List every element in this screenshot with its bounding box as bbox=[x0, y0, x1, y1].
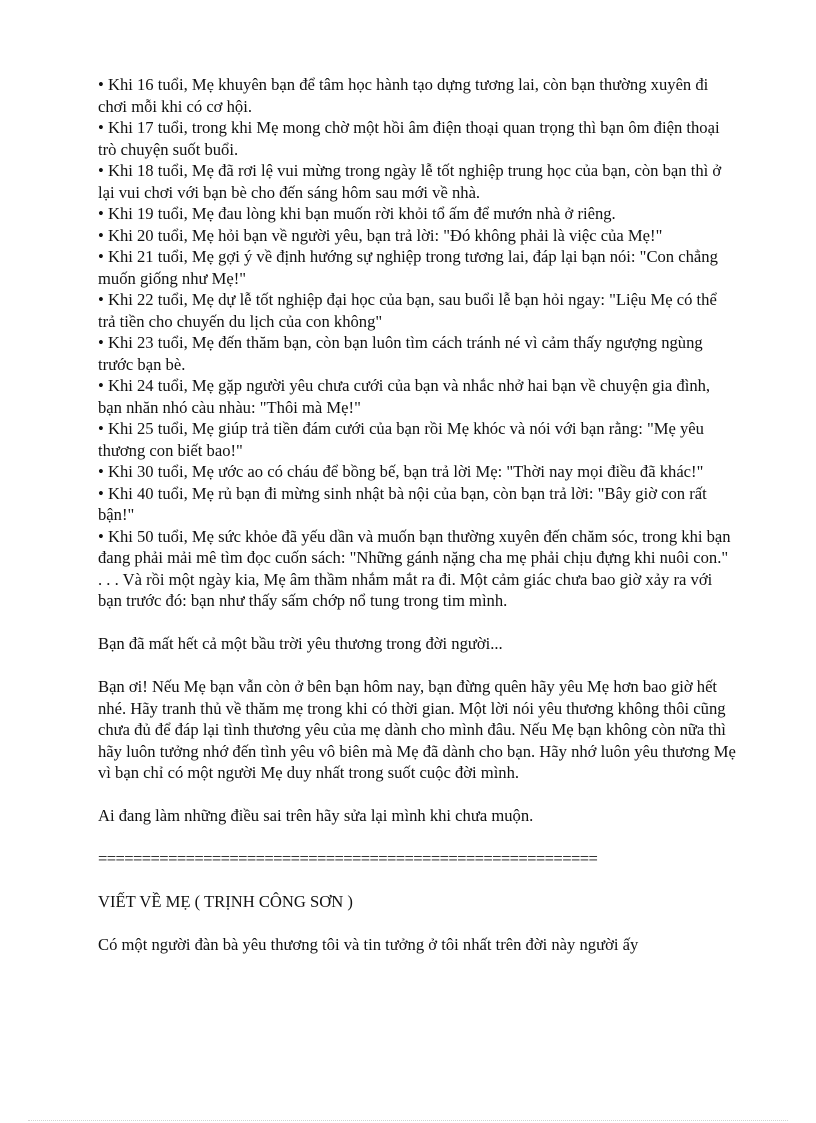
spacer bbox=[98, 827, 738, 849]
paragraph-ending: . . . Và rồi một ngày kia, Mẹ âm thầm nhắm mắt ra đi. Một cảm giác chưa bao giờ xảy ra với bạn trước đó: bạn như thấy sấm chớp nổ tung trong tim mình. bbox=[98, 569, 713, 610]
spacer bbox=[98, 784, 738, 806]
section-title: VIẾT VỀ MẸ ( TRỊNH CÔNG SƠN ) bbox=[98, 892, 353, 911]
bullet-age-24: • Khi 24 tuổi, Mẹ gặp người yêu chưa cưới của bạn và nhắc nhở hai bạn về chuyện gia đình, bạn nhăn nhó càu nhàu: "Thôi mà Mẹ!" bbox=[98, 375, 738, 418]
paragraph-advice: Bạn ơi! Nếu Mẹ bạn vẫn còn ở bên bạn hôm nay, bạn đừng quên hãy yêu Mẹ hơn bao giờ hết nhé. Hãy tranh thủ về thăm mẹ trong khi có thời gian. Một lời nói yêu thương không thôi cũng chưa đủ để đáp lại tình thương yêu của mẹ dành cho mình đâu. Nếu Mẹ bạn không còn nữa thì hãy luôn tưởng nhớ đến tình yêu vô biên mà Mẹ đã dành cho bạn. Hãy nhớ luôn yêu thương Mẹ vì bạn chỉ có một người Mẹ duy nhất trong suốt cuộc đời mình. bbox=[98, 677, 736, 782]
page-bottom-border bbox=[28, 1120, 788, 1121]
bullet-age-19: • Khi 19 tuổi, Mẹ đau lòng khi bạn muốn rời khỏi tổ ấm để mướn nhà ở riêng. bbox=[98, 203, 738, 225]
spacer bbox=[98, 870, 738, 892]
paragraph-lost: Bạn đã mất hết cả một bầu trời yêu thương trong đời người... bbox=[98, 634, 503, 653]
bullet-age-25: • Khi 25 tuổi, Mẹ giúp trả tiền đám cưới của bạn rồi Mẹ khóc và nói với bạn rằng: "Mẹ yêu thương con biết bao!" bbox=[98, 418, 738, 461]
bullet-age-30: • Khi 30 tuổi, Mẹ ước ao có cháu để bồng bế, bạn trả lời Mẹ: "Thời nay mọi điều đã khác!" bbox=[98, 461, 738, 483]
bullet-age-20: • Khi 20 tuổi, Mẹ hỏi bạn về người yêu, bạn trả lời: "Đó không phải là việc của Mẹ!" bbox=[98, 225, 738, 247]
bullet-age-21: • Khi 21 tuổi, Mẹ gợi ý về định hướng sự nghiệp trong tương lai, đáp lại bạn nói: "Con chẳng muốn giống như Mẹ!" bbox=[98, 246, 738, 289]
bullet-age-50: • Khi 50 tuổi, Mẹ sức khỏe đã yếu dần và muốn bạn thường xuyên đến chăm sóc, trong khi bạn đang phải mải mê tìm đọc cuốn sách: "Những gánh nặng cha mẹ phải chịu đựng khi nuôi con." bbox=[98, 526, 738, 569]
spacer bbox=[98, 913, 738, 935]
bullet-age-16: • Khi 16 tuổi, Mẹ khuyên bạn để tâm học hành tạo dựng tương lai, còn bạn thường xuyên đi chơi mỗi khi có cơ hội. bbox=[98, 74, 738, 117]
paragraph-last: Có một người đàn bà yêu thương tôi và tin tưởng ở tôi nhất trên đời này người ấy bbox=[98, 935, 639, 954]
bullet-age-17: • Khi 17 tuổi, trong khi Mẹ mong chờ một hồi âm điện thoại quan trọng thì bạn ôm điện thoại trò chuyện suốt buổi. bbox=[98, 117, 738, 160]
bullet-age-18: • Khi 18 tuổi, Mẹ đã rơi lệ vui mừng trong ngày lễ tốt nghiệp trung học của bạn, còn bạn thì ở lại vui chơi với bạn bè cho đến sáng hôm sau mới về nhà. bbox=[98, 160, 738, 203]
bullet-age-23: • Khi 23 tuổi, Mẹ đến thăm bạn, còn bạn luôn tìm cách tránh né vì cảm thấy ngượng ngùng trước bạn bè. bbox=[98, 332, 738, 375]
document-body bbox=[98, 74, 738, 956]
separator-line: ========================================================= bbox=[98, 849, 598, 868]
spacer bbox=[98, 612, 738, 634]
bullet-age-22: • Khi 22 tuổi, Mẹ dự lễ tốt nghiệp đại học của bạn, sau buổi lễ bạn hỏi ngay: "Liệu Mẹ có thể trả tiền cho chuyến du lịch của con không" bbox=[98, 289, 738, 332]
spacer bbox=[98, 655, 738, 677]
bullet-age-40: • Khi 40 tuổi, Mẹ rủ bạn đi mừng sinh nhật bà nội của bạn, còn bạn trả lời: "Bây giờ con rất bận!" bbox=[98, 483, 738, 526]
paragraph-fix: Ai đang làm những điều sai trên hãy sửa lại mình khi chưa muộn. bbox=[98, 806, 534, 825]
